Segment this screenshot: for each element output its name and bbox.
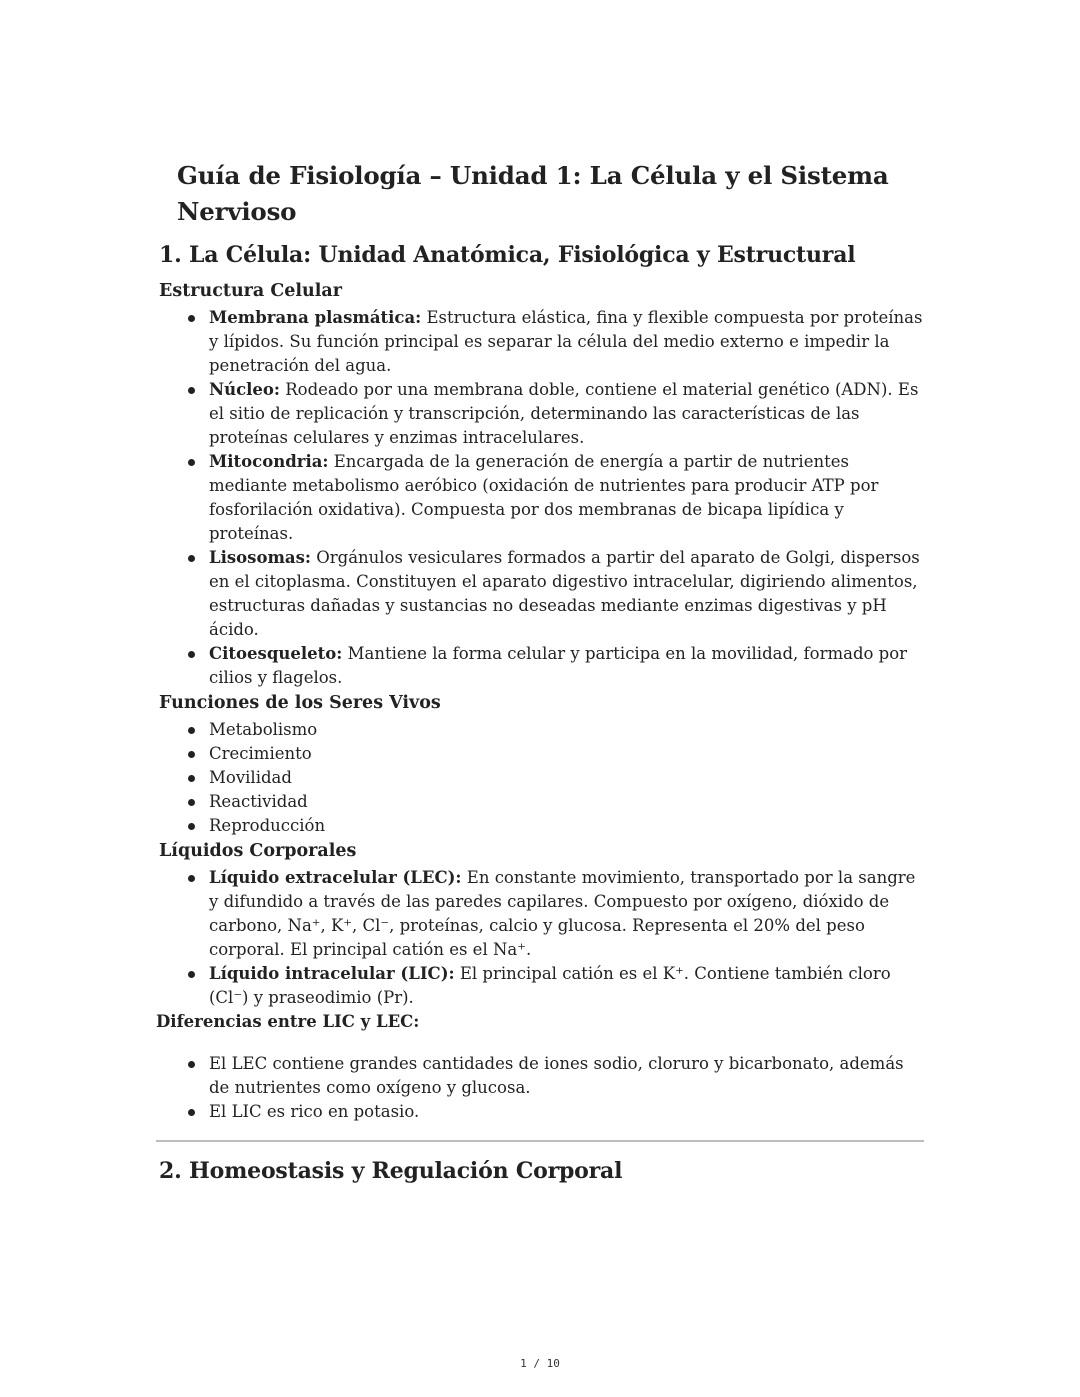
term-description: Orgánulos vesiculares formados a partir del aparato de Golgi, dispersos en el citoplasma. Constituyen el aparato digestivo intracelular, digiriendo alimentos, estructuras dañadas y sustancias no deseadas mediante enzimas digestivas y pH ácido.	[209, 548, 920, 639]
diferencias-heading: Diferencias entre LIC y LEC:	[156, 1012, 420, 1031]
section-1-heading: 1. La Célula: Unidad Anatómica, Fisiológica y Estructural	[159, 242, 856, 268]
liquidos-list	[159, 866, 924, 1010]
list-item: Movilidad	[209, 766, 924, 790]
section-2-heading: 2. Homeostasis y Regulación Corporal	[159, 1158, 623, 1184]
term-description: Encargada de la generación de energía a partir de nutrientes mediante metabolismo aeróbico (oxidación de nutrientes para producir ATP por fosforilación oxidativa). Compuesta por dos membranas de bicapa lipídica y proteínas.	[209, 452, 879, 543]
document-content	[156, 158, 924, 1194]
estructura-celular-heading: Estructura Celular	[159, 281, 342, 301]
funciones-list	[159, 718, 924, 838]
term-description: Mantiene la forma celular y participa en la movilidad, formado por cilios y flagelos.	[209, 644, 908, 687]
term-label: Líquido intracelular (LIC):	[209, 964, 455, 983]
document-title: Guía de Fisiología – Unidad 1: La Célula y el Sistema Nervioso	[177, 161, 889, 226]
liquidos-heading: Líquidos Corporales	[159, 841, 357, 861]
list-item	[209, 642, 924, 690]
list-item	[209, 546, 924, 642]
term-label: Líquido extracelular (LEC):	[209, 868, 462, 887]
estructura-celular-list	[159, 306, 924, 690]
list-item: El LIC es rico en potasio.	[209, 1100, 924, 1124]
diferencias-list	[159, 1052, 924, 1124]
list-item	[209, 306, 924, 378]
term-label: Mitocondria:	[209, 452, 329, 471]
list-item: Crecimiento	[209, 742, 924, 766]
list-item: Metabolismo	[209, 718, 924, 742]
funciones-heading: Funciones de los Seres Vivos	[159, 693, 441, 713]
term-description: Rodeado por una membrana doble, contiene el material genético (ADN). Es el sitio de replicación y transcripción, determinando las características de las proteínas celulares y enzimas intracelulares.	[209, 380, 919, 447]
term-description: Estructura elástica, fina y flexible compuesta por proteínas y lípidos. Su función principal es separar la célula del medio externo e impedir la penetración del agua.	[209, 308, 923, 375]
list-item	[209, 866, 924, 962]
term-label: Citoesqueleto:	[209, 644, 343, 663]
list-item	[209, 450, 924, 546]
term-description: En constante movimiento, transportado por la sangre y difundido a través de las paredes capilares. Compuesto por oxígeno, dióxido de carbono, Na⁺, K⁺, Cl⁻, proteínas, calcio y glucosa. Representa el 20% del peso corporal. El principal catión es el Na⁺.	[209, 868, 916, 959]
list-item	[209, 378, 924, 450]
section-divider	[156, 1140, 924, 1142]
list-item: Reproducción	[209, 814, 924, 838]
term-label: Membrana plasmática:	[209, 308, 422, 327]
list-item: Reactividad	[209, 790, 924, 814]
list-item	[209, 962, 924, 1010]
term-label: Núcleo:	[209, 380, 280, 399]
term-label: Lisosomas:	[209, 548, 311, 567]
page-number: 1 / 10	[520, 1357, 560, 1370]
term-description: El principal catión es el K⁺. Contiene también cloro (Cl⁻) y praseodimio (Pr).	[209, 964, 891, 1007]
list-item: El LEC contiene grandes cantidades de iones sodio, cloruro y bicarbonato, además de nutrientes como oxígeno y glucosa.	[209, 1052, 924, 1100]
